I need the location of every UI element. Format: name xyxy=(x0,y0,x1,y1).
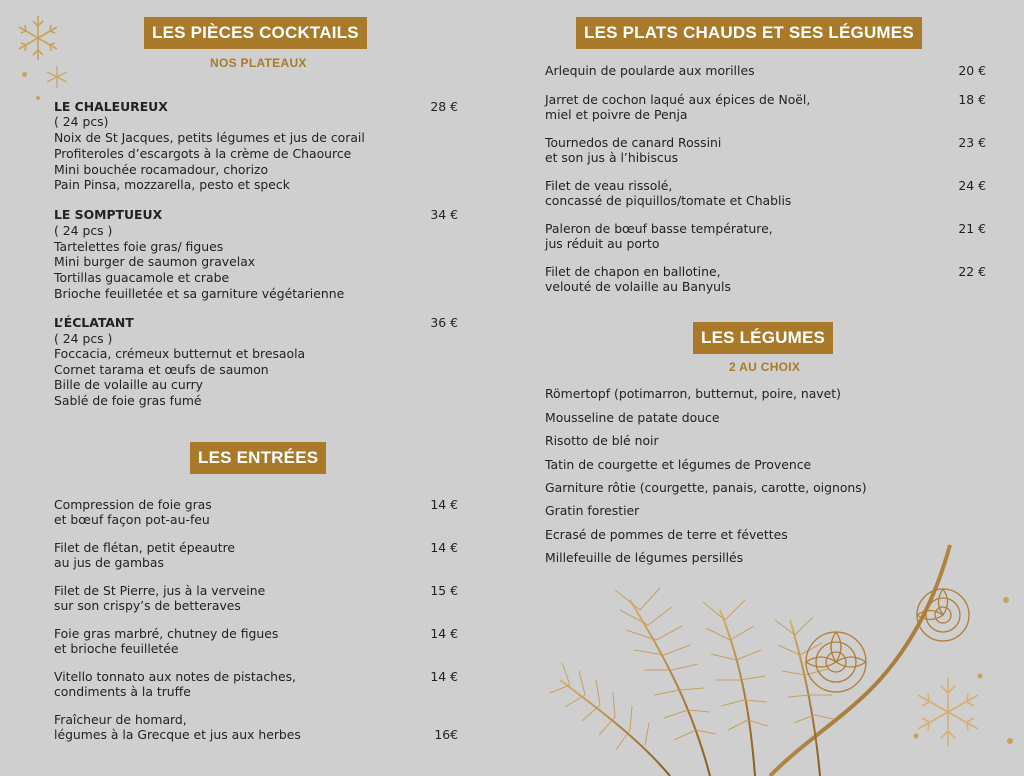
entree-line2: condiments à la truffe xyxy=(54,684,191,699)
plat-price: 20 € xyxy=(958,63,986,78)
legume-item: Gratin forestier xyxy=(545,503,640,518)
plateau-line: Mini bouchée rocamadour, chorizo xyxy=(54,162,269,177)
entree-line1: Fraîcheur de homard, xyxy=(54,712,187,727)
cocktails-title: LES PIÈCES COCKTAILS xyxy=(144,17,367,49)
plateau-line: Profiteroles d’escargots à la crème de Chaource xyxy=(54,146,352,161)
legume-item: Ecrasé de pommes de terre et févettes xyxy=(545,527,788,542)
plat-price: 21 € xyxy=(958,221,986,236)
snowflake-icon xyxy=(12,12,64,64)
entree-line1: Filet de St Pierre, jus à la verveine xyxy=(54,583,266,598)
plat-line1: Tournedos de canard Rossini xyxy=(545,135,722,150)
plateau-name: LE CHALEUREUX xyxy=(54,99,168,114)
pine-branch-icon xyxy=(540,540,1024,776)
legume-item: Römertopf (potimarron, butternut, poire, navet) xyxy=(545,386,841,401)
plateau-line: Pain Pinsa, mozzarella, pesto et speck xyxy=(54,177,290,192)
dot-decoration xyxy=(22,72,27,77)
plateau-line: Cornet tarama et œufs de saumon xyxy=(54,362,269,377)
legume-item: Mousseline de patate douce xyxy=(545,410,720,425)
plat-line1: Jarret de cochon laqué aux épices de Noël, xyxy=(545,92,811,107)
plateau-name: LE SOMPTUEUX xyxy=(54,207,163,222)
snowflake-icon xyxy=(44,64,70,90)
entree-line2: légumes à la Grecque et jus aux herbes xyxy=(54,727,301,742)
entree-line1: Compression de foie gras xyxy=(54,497,212,512)
plateau-line: Foccacia, crémeux butternut et bresaola xyxy=(54,346,306,361)
entree-price: 14 € xyxy=(430,540,458,555)
entree-line2: et bœuf façon pot-au-feu xyxy=(54,512,210,527)
plat-line1: Filet de veau rissolé, xyxy=(545,178,673,193)
legume-item: Millefeuille de légumes persillés xyxy=(545,550,744,565)
plateau-price: 34 € xyxy=(430,207,458,222)
plat-line2: concassé de piquillos/tomate et Chablis xyxy=(545,193,792,208)
plats-title: LES PLATS CHAUDS ET SES LÉGUMES xyxy=(576,17,922,49)
entree-line2: sur son crispy’s de betteraves xyxy=(54,598,241,613)
plat-line2: et son jus à l’hibiscus xyxy=(545,150,679,165)
plateau-line: ( 24 pcs) xyxy=(54,114,109,129)
snowflake-icon xyxy=(918,678,978,746)
pinecone-icon xyxy=(806,632,866,692)
plateau-price: 28 € xyxy=(430,99,458,114)
entrees-title: LES ENTRÉES xyxy=(190,442,326,474)
entree-line2: au jus de gambas xyxy=(54,555,164,570)
cocktails-subtitle: NOS PLATEAUX xyxy=(210,56,307,70)
plat-price: 23 € xyxy=(958,135,986,150)
plateau-line: Sablé de foie gras fumé xyxy=(54,393,202,408)
plateau-line: Mini burger de saumon gravelax xyxy=(54,254,256,269)
entree-line1: Filet de flétan, petit épeautre xyxy=(54,540,236,555)
legume-item: Tatin de courgette et légumes de Provence xyxy=(545,457,812,472)
entree-price: 15 € xyxy=(430,583,458,598)
plat-line1: Filet de chapon en ballotine, xyxy=(545,264,721,279)
legumes-subtitle: 2 AU CHOIX xyxy=(729,360,801,374)
plat-line2: jus réduit au porto xyxy=(545,236,660,251)
plat-line2: miel et poivre de Penja xyxy=(545,107,688,122)
plat-price: 18 € xyxy=(958,92,986,107)
plateau-line: Tortillas guacamole et crabe xyxy=(54,270,230,285)
plateau-line: Brioche feuilletée et sa garniture végétarienne xyxy=(54,286,345,301)
entree-line1: Foie gras marbré, chutney de figues xyxy=(54,626,279,641)
legumes-title: LES LÉGUMES xyxy=(693,322,833,354)
legume-item: Risotto de blé noir xyxy=(545,433,659,448)
plateau-line: Noix de St Jacques, petits légumes et jus de corail xyxy=(54,130,365,145)
plat-price: 22 € xyxy=(958,264,986,279)
plateau-name: L’ÉCLATANT xyxy=(54,315,134,330)
plat-line2: velouté de volaille au Banyuls xyxy=(545,279,731,294)
plateau-line: ( 24 pcs ) xyxy=(54,331,113,346)
legume-item: Garniture rôtie (courgette, panais, carotte, oignons) xyxy=(545,480,867,495)
plateau-price: 36 € xyxy=(430,315,458,330)
plateau-line: ( 24 pcs ) xyxy=(54,223,113,238)
entree-line2: et brioche feuilletée xyxy=(54,641,179,656)
entree-price: 14 € xyxy=(430,626,458,641)
entree-price: 14 € xyxy=(430,497,458,512)
entree-price: 16€ xyxy=(434,727,458,742)
dot-decoration xyxy=(36,96,40,100)
entree-line1: Vitello tonnato aux notes de pistaches, xyxy=(54,669,296,684)
plateau-line: Bille de volaille au curry xyxy=(54,377,204,392)
plat-line1: Paleron de bœuf basse température, xyxy=(545,221,773,236)
entree-price: 14 € xyxy=(430,669,458,684)
plat-line1: Arlequin de poularde aux morilles xyxy=(545,63,755,78)
plateau-line: Tartelettes foie gras/ figues xyxy=(54,239,224,254)
plat-price: 24 € xyxy=(958,178,986,193)
